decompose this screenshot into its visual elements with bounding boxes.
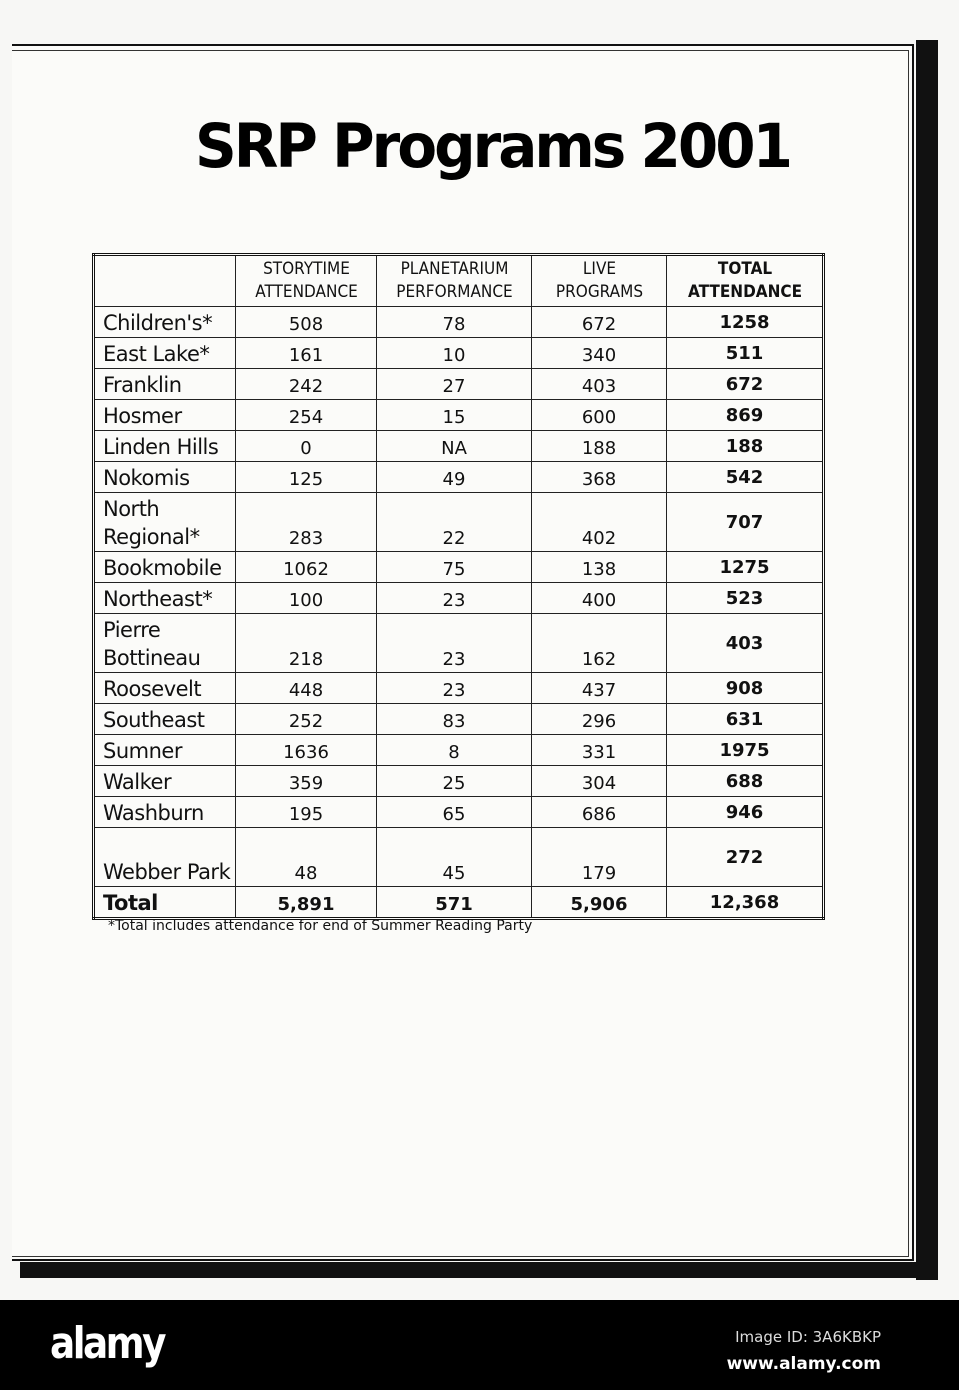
planetarium-cell: 78 bbox=[377, 307, 532, 338]
total-cell: 511 bbox=[667, 338, 824, 369]
storytime-cell: 254 bbox=[236, 400, 377, 431]
storytime-cell: 161 bbox=[236, 338, 377, 369]
planetarium-cell: 65 bbox=[377, 797, 532, 828]
table-row bbox=[94, 462, 824, 493]
table-row bbox=[94, 552, 824, 583]
branch-name: Nokomis bbox=[94, 462, 236, 493]
attendance-table bbox=[92, 253, 825, 920]
live-cell: 340 bbox=[532, 338, 667, 369]
total-cell: 1975 bbox=[667, 735, 824, 766]
branch-name: Hosmer bbox=[94, 400, 236, 431]
table-row bbox=[94, 583, 824, 614]
branch-name: Walker bbox=[94, 766, 236, 797]
total-cell: 272 bbox=[667, 828, 824, 887]
live-cell: 138 bbox=[532, 552, 667, 583]
watermark-url: www.alamy.com bbox=[726, 1354, 881, 1374]
branch-name: Bookmobile bbox=[94, 552, 236, 583]
branch-name: East Lake* bbox=[94, 338, 236, 369]
total-cell: 542 bbox=[667, 462, 824, 493]
watermark-banner bbox=[0, 1300, 959, 1390]
table-total-row bbox=[94, 887, 824, 919]
storytime-cell: 218 bbox=[236, 614, 377, 673]
live-cell: 437 bbox=[532, 673, 667, 704]
live-cell: 331 bbox=[532, 735, 667, 766]
branch-name: Franklin bbox=[94, 369, 236, 400]
live-cell: 402 bbox=[532, 493, 667, 552]
storytime-cell: 48 bbox=[236, 828, 377, 887]
storytime-cell: 195 bbox=[236, 797, 377, 828]
table-row bbox=[94, 735, 824, 766]
live-cell: 188 bbox=[532, 431, 667, 462]
live-cell: 5,906 bbox=[532, 887, 667, 919]
planetarium-cell: 83 bbox=[377, 704, 532, 735]
branch-name: Pierre Bottineau bbox=[94, 614, 236, 673]
branch-name: Southeast bbox=[94, 704, 236, 735]
page-title: SRP Programs 2001 bbox=[195, 110, 790, 182]
live-cell: 403 bbox=[532, 369, 667, 400]
total-cell: 1275 bbox=[667, 552, 824, 583]
live-cell: 368 bbox=[532, 462, 667, 493]
planetarium-cell: 22 bbox=[377, 493, 532, 552]
planetarium-cell: 45 bbox=[377, 828, 532, 887]
planetarium-cell: NA bbox=[377, 431, 532, 462]
storytime-cell: 242 bbox=[236, 369, 377, 400]
table-header-row bbox=[94, 255, 824, 307]
table-row bbox=[94, 828, 824, 887]
total-cell: 188 bbox=[667, 431, 824, 462]
total-cell: 707 bbox=[667, 493, 824, 552]
total-cell: 1258 bbox=[667, 307, 824, 338]
frame-shadow-right bbox=[916, 40, 938, 1280]
header-storytime: STORYTIME ATTENDANCE bbox=[243, 255, 370, 307]
branch-name: Washburn bbox=[94, 797, 236, 828]
table-row bbox=[94, 338, 824, 369]
total-cell: 672 bbox=[667, 369, 824, 400]
planetarium-cell: 8 bbox=[377, 735, 532, 766]
footnote: *Total includes attendance for end of Summer Reading Party bbox=[108, 918, 533, 934]
branch-name: Roosevelt bbox=[94, 673, 236, 704]
planetarium-cell: 23 bbox=[377, 673, 532, 704]
live-cell: 672 bbox=[532, 307, 667, 338]
storytime-cell: 448 bbox=[236, 673, 377, 704]
total-cell: 869 bbox=[667, 400, 824, 431]
storytime-cell: 5,891 bbox=[236, 887, 377, 919]
table-row bbox=[94, 614, 824, 673]
branch-name: Sumner bbox=[94, 735, 236, 766]
total-cell: 12,368 bbox=[667, 887, 824, 919]
planetarium-cell: 23 bbox=[377, 583, 532, 614]
live-cell: 686 bbox=[532, 797, 667, 828]
planetarium-cell: 10 bbox=[377, 338, 532, 369]
planetarium-cell: 25 bbox=[377, 766, 532, 797]
table-row bbox=[94, 307, 824, 338]
header-live: LIVE PROGRAMS bbox=[538, 255, 660, 307]
live-cell: 162 bbox=[532, 614, 667, 673]
storytime-cell: 508 bbox=[236, 307, 377, 338]
table-row bbox=[94, 493, 824, 552]
live-cell: 304 bbox=[532, 766, 667, 797]
table-row bbox=[94, 704, 824, 735]
total-cell: 908 bbox=[667, 673, 824, 704]
total-cell: 946 bbox=[667, 797, 824, 828]
table-row bbox=[94, 766, 824, 797]
branch-name: Webber Park bbox=[94, 828, 236, 887]
image-id: Image ID: 3A6KBKP bbox=[735, 1328, 881, 1346]
storytime-cell: 283 bbox=[236, 493, 377, 552]
planetarium-cell: 75 bbox=[377, 552, 532, 583]
live-cell: 400 bbox=[532, 583, 667, 614]
planetarium-cell: 15 bbox=[377, 400, 532, 431]
storytime-cell: 125 bbox=[236, 462, 377, 493]
branch-name: Total bbox=[94, 887, 236, 919]
table-row bbox=[94, 369, 824, 400]
storytime-cell: 0 bbox=[236, 431, 377, 462]
storytime-cell: 252 bbox=[236, 704, 377, 735]
table-row bbox=[94, 797, 824, 828]
total-cell: 688 bbox=[667, 766, 824, 797]
planetarium-cell: 27 bbox=[377, 369, 532, 400]
storytime-cell: 1062 bbox=[236, 552, 377, 583]
branch-name: Northeast* bbox=[94, 583, 236, 614]
storytime-cell: 1636 bbox=[236, 735, 377, 766]
total-cell: 403 bbox=[667, 614, 824, 673]
header-blank bbox=[101, 255, 229, 307]
storytime-cell: 100 bbox=[236, 583, 377, 614]
table-row bbox=[94, 400, 824, 431]
planetarium-cell: 23 bbox=[377, 614, 532, 673]
branch-name: North Regional* bbox=[94, 493, 236, 552]
header-total: TOTAL ATTENDANCE bbox=[674, 255, 815, 307]
live-cell: 600 bbox=[532, 400, 667, 431]
live-cell: 179 bbox=[532, 828, 667, 887]
frame-shadow-bottom bbox=[20, 1262, 938, 1278]
table-row bbox=[94, 431, 824, 462]
total-cell: 523 bbox=[667, 583, 824, 614]
live-cell: 296 bbox=[532, 704, 667, 735]
branch-name: Linden Hills bbox=[94, 431, 236, 462]
planetarium-cell: 49 bbox=[377, 462, 532, 493]
table-row bbox=[94, 673, 824, 704]
alamy-logo: alamy bbox=[50, 1318, 164, 1369]
header-planetarium: PLANETARIUM PERFORMANCE bbox=[384, 255, 524, 307]
storytime-cell: 359 bbox=[236, 766, 377, 797]
planetarium-cell: 571 bbox=[377, 887, 532, 919]
branch-name: Children's* bbox=[94, 307, 236, 338]
total-cell: 631 bbox=[667, 704, 824, 735]
